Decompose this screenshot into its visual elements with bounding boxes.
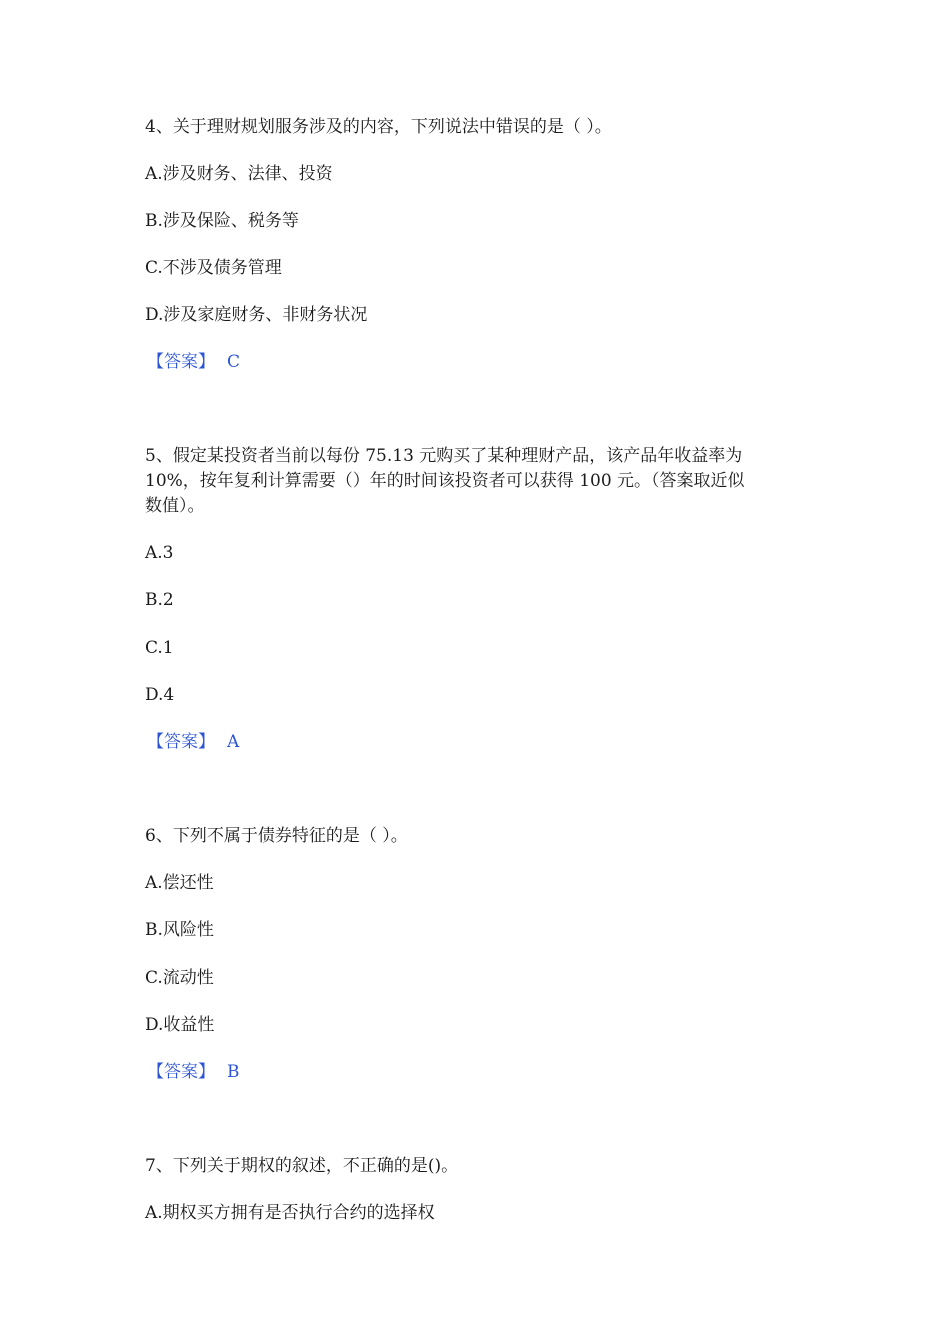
question-5-option-a: A.3 [145, 543, 174, 563]
answer-value: C [227, 352, 241, 372]
question-5-option-c: C.1 [145, 638, 174, 658]
question-6-option-d: D.收益性 [145, 1015, 215, 1035]
question-4-stem: 4、关于理财规划服务涉及的内容，下列说法中错误的是（ ）。 [145, 117, 612, 137]
question-5-answer [147, 729, 812, 755]
question-5-stem-line-1: 5、假定某投资者当前以每份 75.13 元购买了某种理财产品，该产品年收益率为 [145, 446, 743, 466]
question-4-option-d: D.涉及家庭财务、非财务状况 [145, 305, 368, 325]
question-5-option-b: B.2 [145, 590, 174, 610]
question-6-option-b: B.风险性 [145, 920, 214, 940]
question-5-stem-line-2: 10%，按年复利计算需要（）年的时间该投资者可以获得 100 元。（答案取近似 [145, 471, 745, 491]
question-4-option-b: B.涉及保险、税务等 [145, 211, 299, 231]
question-5-stem-line-3: 数值）。 [145, 496, 205, 516]
question-5-option-d: D.4 [145, 685, 175, 705]
answer-value: B [227, 1062, 240, 1082]
question-6-answer [147, 1059, 812, 1085]
question-4-option-c: C.不涉及债务管理 [145, 258, 282, 278]
question-7-option-a: A.期权买方拥有是否执行合约的选择权 [145, 1203, 435, 1223]
question-6-stem: 6、下列不属于债券特征的是（ ）。 [145, 826, 408, 846]
question-4-option-a: A.涉及财务、法律、投资 [145, 164, 333, 184]
answer-value: A [227, 732, 240, 752]
question-4-answer [147, 349, 812, 375]
question-7-stem: 7、下列关于期权的叙述，不正确的是()。 [145, 1156, 459, 1176]
question-6-option-c: C.流动性 [145, 968, 214, 988]
answer-label: 【答案】 [147, 352, 215, 372]
question-6-option-a: A.偿还性 [145, 873, 214, 893]
answer-label: 【答案】 [147, 1062, 215, 1082]
answer-label: 【答案】 [147, 732, 215, 752]
